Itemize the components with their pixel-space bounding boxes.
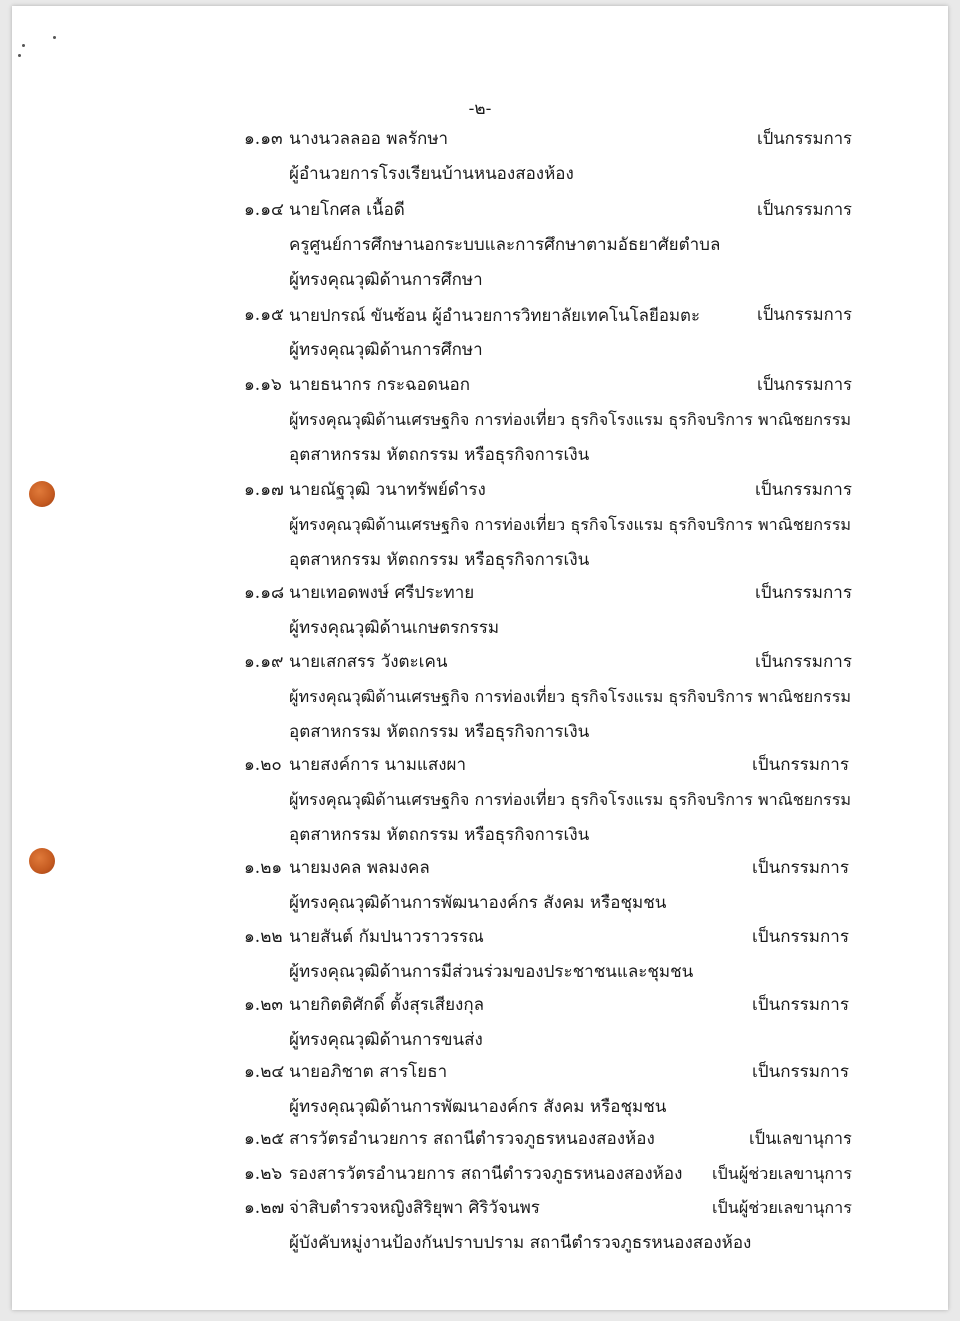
committee-entry xyxy=(0,1057,960,1087)
entry-role: เป็นกรรมการ xyxy=(757,305,852,324)
scan-speck xyxy=(53,36,56,39)
page-number: -๒- xyxy=(468,99,492,119)
entry-number: ๑.๑๓ xyxy=(244,129,283,149)
committee-entry xyxy=(0,124,960,154)
entry-description: ผู้อำนวยการโรงเรียนบ้านหนองสองห้อง xyxy=(289,164,574,184)
scan-speck xyxy=(22,44,25,47)
entry-role: เป็นกรรมการ xyxy=(757,200,852,219)
entry-name: นายอภิชาต สารโยธา xyxy=(289,1062,448,1082)
entry-number: ๑.๑๗ xyxy=(244,480,284,500)
entry-role: เป็นกรรมการ xyxy=(757,375,852,394)
committee-entry xyxy=(0,475,960,505)
committee-entry xyxy=(0,1193,960,1223)
entry-name: นายปกรณ์ ขันซ้อน ผู้อำนวยการวิทยาลัยเทคโนโลยีอมตะ xyxy=(289,305,701,325)
entry-description: ผู้ทรงคุณวุฒิด้านการพัฒนาองค์กร สังคม หรือชุมชน xyxy=(289,893,667,913)
entry-role: เป็นกรรมการ xyxy=(752,927,849,947)
entry-number: ๑.๑๖ xyxy=(244,375,282,395)
entry-number: ๑.๒๑ xyxy=(244,858,283,878)
entry-name: นายกิตติศักดิ์ ตั้งสุรเสียงกุล xyxy=(289,995,485,1015)
committee-entry xyxy=(0,922,960,952)
entry-description: ผู้ทรงคุณวุฒิด้านเศรษฐกิจ การท่องเที่ยว ธุรกิจโรงแรม ธุรกิจบริการ พาณิชยกรรม xyxy=(289,515,852,534)
entry-number: ๑.๑๕ xyxy=(244,305,284,325)
entry-name: จ่าสิบตำรวจหญิงสิริยุพา ศิริวัจนพร xyxy=(289,1198,540,1218)
entry-name: นายโกศล เนื้อดี xyxy=(289,200,405,220)
committee-entry xyxy=(0,1124,960,1154)
entry-description: อุตสาหกรรม หัตถกรรม หรือธุรกิจการเงิน xyxy=(289,445,590,465)
entry-name: นายณัฐวุฒิ วนาทรัพย์ดำรง xyxy=(289,480,486,500)
entry-role: เป็นกรรมการ xyxy=(755,583,852,603)
entry-description: อุตสาหกรรม หัตถกรรม หรือธุรกิจการเงิน xyxy=(289,550,590,570)
entry-number: ๑.๒๒ xyxy=(244,927,283,947)
entry-name: นายสันต์ กัมปนาวราวรรณ xyxy=(289,927,484,947)
entry-name: สารวัตรอำนวยการ สถานีตำรวจภูธรหนองสองห้อง xyxy=(289,1129,655,1149)
entry-number: ๑.๒๗ xyxy=(244,1198,285,1218)
entry-role: เป็นเลขานุการ xyxy=(749,1129,852,1148)
entry-name: รองสารวัตรอำนวยการ สถานีตำรวจภูธรหนองสองห้อง xyxy=(289,1164,683,1184)
entry-role: เป็นกรรมการ xyxy=(755,480,852,500)
entry-role: เป็นกรรมการ xyxy=(752,755,849,775)
entry-role: เป็นกรรมการ xyxy=(757,129,852,148)
entry-number: ๑.๒๕ xyxy=(244,1129,285,1149)
entry-description: ผู้ทรงคุณวุฒิด้านการพัฒนาองค์กร สังคม หรือชุมชน xyxy=(289,1097,667,1117)
entry-name: นายเทอดพงษ์ ศรีประทาย xyxy=(289,583,475,603)
committee-entry xyxy=(0,647,960,677)
entry-role: เป็นผู้ช่วยเลขานุการ xyxy=(712,1198,852,1217)
entry-role: เป็นกรรมการ xyxy=(752,1062,849,1082)
entry-number: ๑.๒๔ xyxy=(244,1062,285,1082)
committee-entry xyxy=(0,990,960,1020)
committee-entry xyxy=(0,750,960,780)
entry-description: ผู้ทรงคุณวุฒิด้านเกษตรกรรม xyxy=(289,618,500,638)
entry-name: นายธนากร กระฉอดนอก xyxy=(289,375,471,395)
committee-entry xyxy=(0,370,960,400)
entry-name: นางนวลลออ พลรักษา xyxy=(289,129,449,149)
entry-number: ๑.๑๙ xyxy=(244,652,284,672)
scan-speck xyxy=(18,54,21,57)
committee-entry xyxy=(0,1159,960,1189)
entry-description: ผู้ทรงคุณวุฒิด้านการมีส่วนร่วมของประชาชนและชุมชน xyxy=(289,962,694,982)
committee-entry xyxy=(0,195,960,225)
entry-role: เป็นผู้ช่วยเลขานุการ xyxy=(712,1164,852,1183)
entry-role: เป็นกรรมการ xyxy=(752,858,849,878)
entry-description: ผู้ทรงคุณวุฒิด้านเศรษฐกิจ การท่องเที่ยว ธุรกิจโรงแรม ธุรกิจบริการ พาณิชยกรรม xyxy=(289,410,852,429)
entry-description: อุตสาหกรรม หัตถกรรม หรือธุรกิจการเงิน xyxy=(289,825,590,845)
entry-description: ผู้ทรงคุณวุฒิด้านการขนส่ง xyxy=(289,1030,483,1050)
entry-description: ครูศูนย์การศึกษานอกระบบและการศึกษาตามอัธยาศัยตำบล xyxy=(289,235,721,255)
committee-entry xyxy=(0,578,960,608)
entry-number: ๑.๒๐ xyxy=(244,755,282,775)
entry-description: ผู้บังคับหมู่งานป้องกันปราบปราม สถานีตำรวจภูธรหนองสองห้อง xyxy=(289,1233,752,1253)
entry-number: ๑.๑๔ xyxy=(244,200,284,220)
entry-role: เป็นกรรมการ xyxy=(752,995,849,1015)
entry-description: ผู้ทรงคุณวุฒิด้านการศึกษา xyxy=(289,340,483,360)
entry-name: นายมงคล พลมงคล xyxy=(289,858,430,878)
entry-description: อุตสาหกรรม หัตถกรรม หรือธุรกิจการเงิน xyxy=(289,722,590,742)
entry-description: ผู้ทรงคุณวุฒิด้านเศรษฐกิจ การท่องเที่ยว ธุรกิจโรงแรม ธุรกิจบริการ พาณิชยกรรม xyxy=(289,687,852,706)
entry-number: ๑.๒๓ xyxy=(244,995,284,1015)
committee-entry xyxy=(0,853,960,883)
entry-number: ๑.๒๖ xyxy=(244,1164,283,1184)
committee-entry xyxy=(0,300,960,330)
entry-name: นายเสกสรร วังตะเคน xyxy=(289,652,448,672)
entry-number: ๑.๑๘ xyxy=(244,583,285,603)
entry-role: เป็นกรรมการ xyxy=(755,652,852,672)
entry-name: นายสงค์การ นามแสงผา xyxy=(289,755,467,775)
entry-description: ผู้ทรงคุณวุฒิด้านเศรษฐกิจ การท่องเที่ยว ธุรกิจโรงแรม ธุรกิจบริการ พาณิชยกรรม xyxy=(289,790,852,809)
entry-description: ผู้ทรงคุณวุฒิด้านการศึกษา xyxy=(289,270,483,290)
